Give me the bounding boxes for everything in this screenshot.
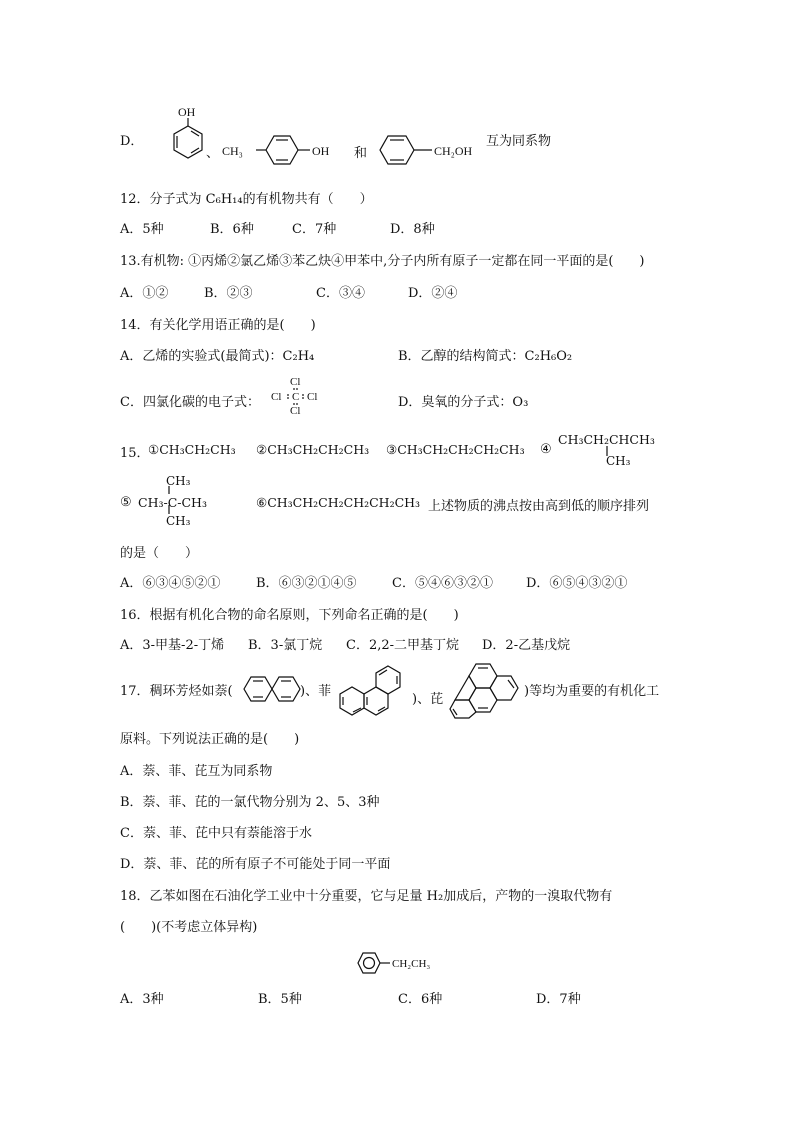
cresol-oh-label: OH	[312, 144, 330, 158]
q12-option-d: D．8种	[390, 222, 435, 237]
q15-item-5-mark: ⑤	[120, 495, 132, 510]
q17-option-a: A．萘、菲、芘互为同系物	[120, 764, 273, 779]
cresol-ch3-label: CH₃	[222, 144, 243, 158]
q17-stem-part-3: )、芘	[412, 692, 444, 707]
q13-option-d: D．②④	[408, 286, 458, 301]
q11-conjunction: 和	[354, 146, 368, 161]
q16-option-a: A．3-甲基-2-丁烯	[120, 638, 225, 653]
q17-option-c: C．萘、菲、芘中只有萘能溶于水	[120, 826, 312, 841]
q18-option-a: A．3种	[120, 992, 164, 1007]
q17-option-b: B．萘、菲、芘的一氯代物分别为 2、5、3种	[120, 795, 380, 810]
q15-item-2: ②CH₃CH₂CH₂CH₃	[256, 442, 370, 457]
ccl4-cl-left: Cl	[271, 391, 282, 403]
pyrene-structure	[450, 660, 526, 720]
q13-option-a: A．①②	[120, 286, 169, 301]
q18-option-b: B．5种	[258, 992, 302, 1007]
q15-item-1: ①CH₃CH₂CH₃	[148, 442, 236, 457]
q11-separator: 、	[206, 146, 220, 161]
ccl4-c: C	[292, 391, 300, 403]
q16-option-c: C．2,2-二甲基丁烷	[346, 638, 460, 653]
q15-stem-tail: 上述物质的沸点按由高到低的顺序排列	[428, 499, 650, 514]
phenol-structure	[148, 104, 208, 164]
q15-option-c: C．⑤④⑥③②①	[392, 576, 493, 591]
q16-stem: 16．根据有机化合物的命名原则，下列命名正确的是( )	[120, 608, 459, 623]
q15-item-5-bottom: CH₃	[166, 514, 191, 528]
q15-item-3: ③CH₃CH₂CH₂CH₂CH₃	[386, 442, 525, 457]
q15-item-5-top: CH₃	[166, 474, 191, 488]
q16-option-b: B．3-氯丁烷	[248, 638, 323, 653]
phenanthrene-structure	[340, 662, 416, 720]
benzyl-ch2oh-label: CH₂OH	[434, 144, 473, 158]
q13-stem: 13.有机物: ①丙烯②氯乙烯③苯乙炔④甲苯中,分子内所有原子一定都在同一平面的是( )	[120, 254, 645, 269]
q18-option-c: C．6种	[398, 992, 443, 1007]
q17-stem-part-1: 17．稠环芳烃如萘(	[120, 684, 233, 699]
q14-option-a: A．乙烯的实验式(最简式)：C₂H₄	[120, 349, 315, 364]
ccl4-cl-top: Cl	[290, 376, 301, 388]
q14-option-d: D．臭氧的分子式：O₃	[398, 395, 529, 410]
q12-option-c: C．7种	[292, 222, 337, 237]
q15-item-5-main: CH₃-C-CH₃	[138, 495, 207, 510]
ccl4-cl-bottom: Cl	[290, 405, 301, 417]
q11-tail: 互为同系物	[486, 134, 552, 149]
phenol-oh-label: OH	[178, 105, 196, 119]
q15-option-b: B．⑥③②①④⑤	[256, 576, 357, 591]
p-cresol-structure	[220, 130, 350, 170]
q17-option-d: D．萘、菲、芘的所有原子不可能处于同一平面	[120, 857, 391, 872]
q18-stem-2: ( )(不考虑立体异构)	[120, 920, 258, 935]
benzyl-alcohol-structure	[370, 130, 490, 170]
q13-option-b: B．②③	[204, 286, 253, 301]
q15-item-4-main: CH₃CH₂CHCH₃	[558, 432, 655, 447]
ethylbenzene-structure	[356, 950, 446, 976]
q15-item-4-mark: ④	[540, 442, 552, 457]
q13-option-c: C．③④	[316, 286, 365, 301]
q15-number: 15．	[120, 446, 150, 461]
q12-option-a: A．5种	[120, 222, 164, 237]
q15-option-d: D．⑥⑤④③②①	[526, 576, 628, 591]
ccl4-cl-right: Cl	[307, 391, 318, 403]
q18-option-d: D．7种	[536, 992, 581, 1007]
ccl4-electron-formula	[270, 376, 320, 418]
ethylbenzene-substituent: CH₂CH₃	[392, 958, 431, 970]
naphthalene-structure	[236, 672, 300, 706]
q15-stem-tail-2: 的是（ ）	[120, 546, 199, 561]
q15-item-4-branch: CH₃	[606, 454, 631, 468]
q18-stem: 18．乙苯如图在石油化学工业中十分重要，它与足量 H₂加成后，产物的一溴取代物有	[120, 889, 613, 904]
q12-stem: 12．分子式为 C₆H₁₄的有机物共有（ ）	[120, 192, 373, 207]
q14-option-b: B．乙醇的结构简式：C₂H₆O₂	[398, 349, 573, 364]
q16-option-d: D．2-乙基戊烷	[482, 638, 571, 653]
q17-stem-part-4: )等均为重要的有机化工	[524, 684, 660, 699]
q15-item-6: ⑥CH₃CH₂CH₂CH₂CH₂CH₃	[256, 495, 421, 510]
q14-option-c: C．四氯化碳的电子式：	[120, 395, 260, 410]
q15-option-a: A．⑥③④⑤②①	[120, 576, 221, 591]
q17-stem-part-2: )、菲	[300, 684, 332, 699]
q12-option-b: B．6种	[210, 222, 254, 237]
q17-stem-line-2: 原料。下列说法正确的是( )	[120, 732, 300, 747]
q14-stem: 14．有关化学用语正确的是( )	[120, 318, 316, 333]
q11-option-d-label: D．	[120, 134, 144, 149]
